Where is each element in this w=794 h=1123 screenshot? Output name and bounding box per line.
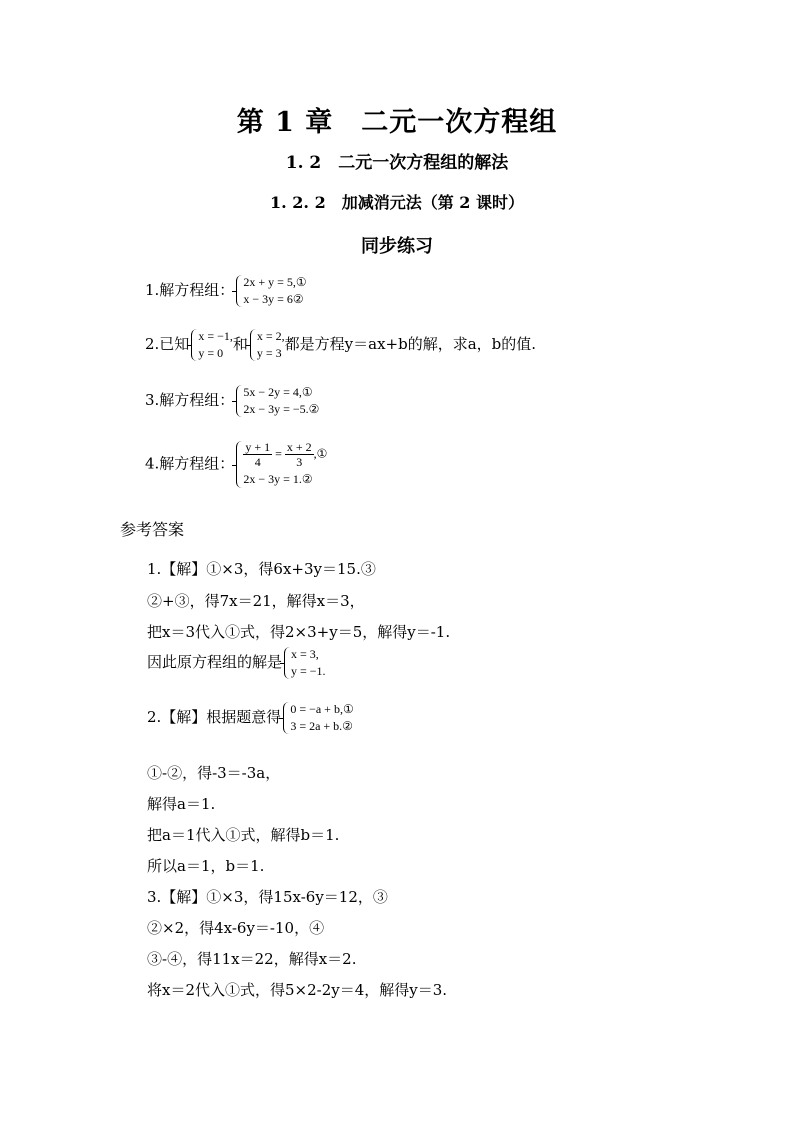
fraction-numerator: y + 1 (245, 440, 271, 454)
equation-line: y = −1. (291, 664, 326, 678)
connector-text: 和 (232, 335, 248, 353)
equation-line: x = −1, (198, 329, 233, 343)
answer-3-line: ②×2，得4x-6y＝-10，④ (147, 919, 325, 937)
equation-line: x = 2, (256, 329, 285, 343)
equation-line: x − 3y = 6② (243, 292, 304, 306)
question-3 (145, 384, 319, 418)
fraction-numerator: x + 2 (286, 440, 312, 454)
equals-sign: = (275, 446, 282, 461)
answer-2-line: 解得a＝1. (147, 795, 216, 813)
answer-1-line: ②+③，得7x＝21，解得x＝3， (147, 592, 365, 610)
answer-1-text: 因此原方程组的解是 (147, 653, 283, 671)
equation-line: 2x − 3y = −5.② (243, 402, 320, 416)
question-1-label: 1.解方程组： (145, 281, 235, 299)
equation-line: 5x − 2y = 4,① (243, 385, 313, 399)
answer-2-line: 把a＝1代入①式，解得b＝1. (147, 826, 340, 844)
equation-system (189, 328, 233, 362)
equation-line: 0 = −a + b,① (290, 702, 354, 716)
equation-line: x = 3, (291, 647, 319, 661)
answer-1-line: 1.【解】①×3，得6x+3y＝15.③ (147, 560, 376, 578)
question-2-text: 都是方程y＝ax+b的解，求a，b的值. (284, 335, 537, 353)
equation-system (234, 440, 327, 489)
answer-3-line: 将x＝2代入①式，得5×2-2y＝4，解得y＝3. (147, 981, 448, 999)
answer-1-conclusion (147, 646, 326, 680)
equation-system (281, 701, 353, 735)
answer-2-line: ①-②，得-3＝-3a， (147, 764, 281, 782)
answer-2-intro (147, 701, 354, 735)
equation-system (248, 328, 285, 362)
equation-mark: ,① (313, 446, 328, 461)
question-3-label: 3.解方程组： (145, 391, 235, 409)
question-2 (145, 328, 536, 362)
equation-system (234, 274, 306, 308)
question-2-label: 2.已知 (145, 335, 190, 353)
equation-system (234, 384, 319, 418)
answer-3-line: 3.【解】①×3，得15x-6y＝12，③ (147, 888, 388, 906)
answers-heading: 参考答案 (120, 520, 185, 539)
question-1 (145, 274, 307, 308)
equation-line: 2x + y = 5,① (243, 275, 307, 289)
question-4 (145, 440, 327, 489)
fraction-denominator: 3 (296, 455, 303, 469)
answer-3-line: ③-④，得11x＝22，解得x＝2. (147, 950, 357, 968)
equation-line (243, 440, 327, 469)
fraction (243, 440, 272, 469)
section-title: 1. 2 二元一次方程组的解法 (285, 153, 509, 173)
exercise-heading: 同步练习 (361, 236, 433, 257)
chapter-title: 第 1 章 二元一次方程组 (236, 107, 558, 138)
fraction-denominator: 4 (254, 455, 261, 469)
equation-system (282, 646, 326, 680)
equation-line: y = 0 (198, 346, 224, 360)
equation-line: y = 3 (256, 346, 282, 360)
equation-line: 3 = 2a + b.② (290, 719, 353, 733)
equation-line: 2x − 3y = 1.② (243, 472, 313, 486)
fraction (285, 440, 314, 469)
subsection-title: 1. 2. 2 加减消元法（第 2 课时） (270, 193, 524, 212)
answer-2-text: 2.【解】根据题意得 (147, 708, 282, 726)
question-4-label: 4.解方程组： (145, 454, 235, 473)
answer-2-line: 所以a＝1，b＝1. (147, 857, 265, 875)
answer-1-line: 把x＝3代入①式，得2×3+y＝5，解得y＝-1. (147, 623, 451, 641)
